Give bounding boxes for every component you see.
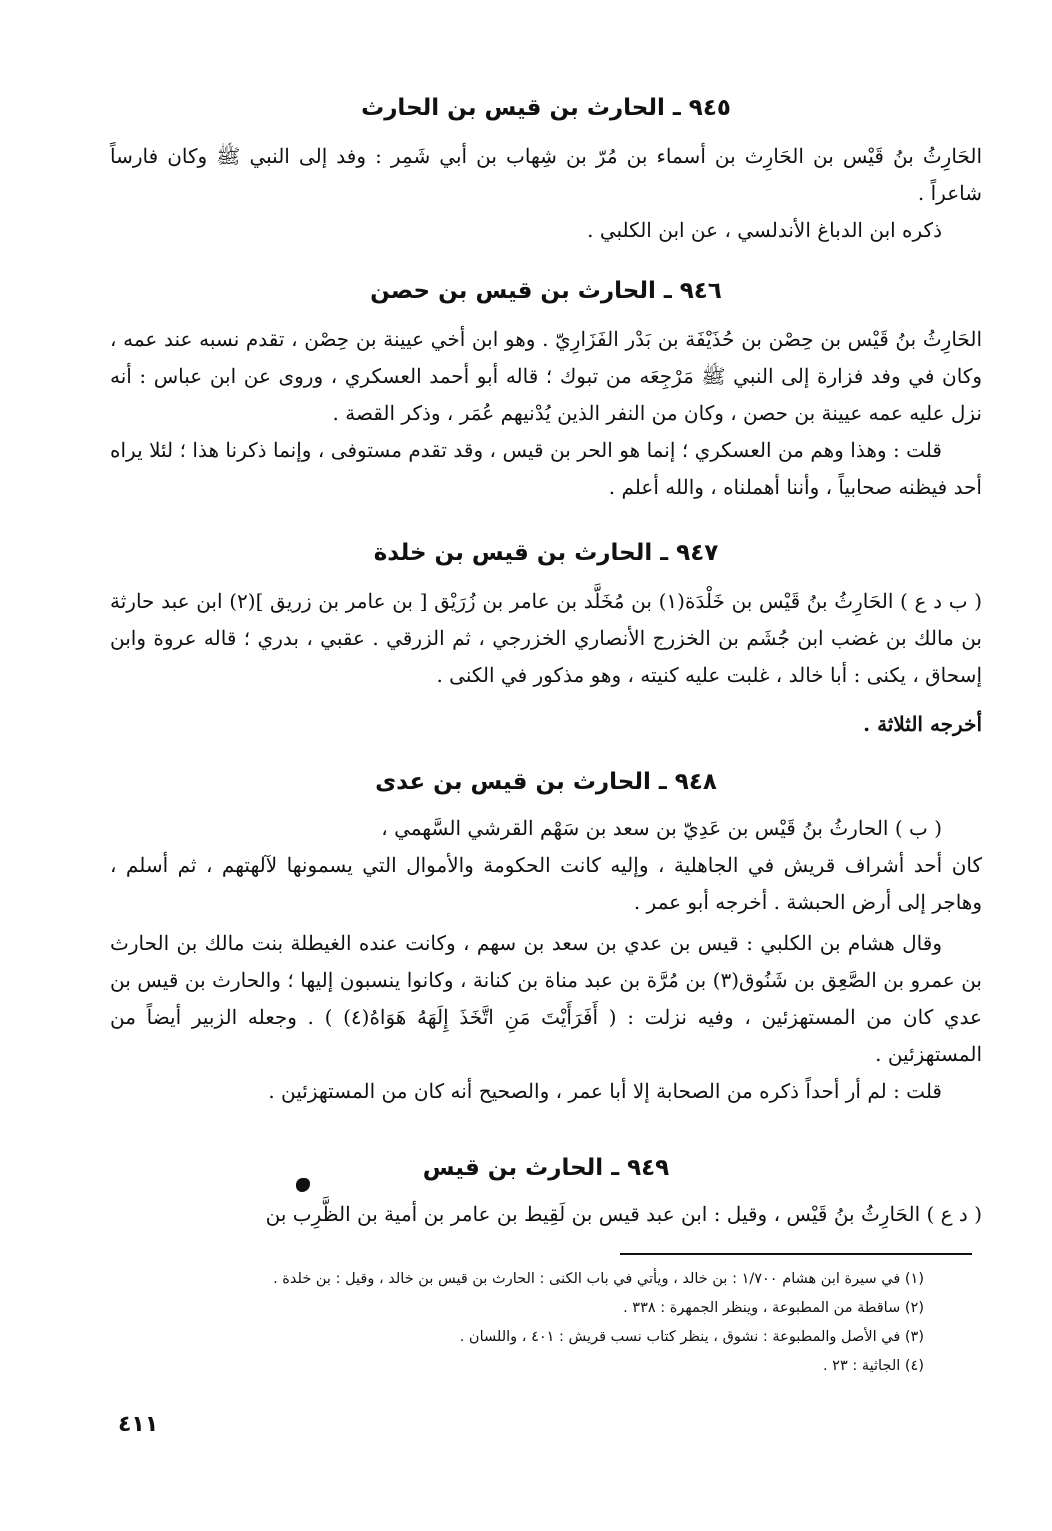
entry-paragraph: وقال هشام بن الكلبي : قيس بن عدي بن سعد بن سهم ، وكانت عنده الغيطلة بنت مالك بن الحارث بن عمرو بن الصَّعِق بن شَنُوق(٣) بن مُرَّة بن عبد مناة بن كنانة ، وكانوا ينسبون إليها ؛ والحارث بن قيس بن عدي كان من المستهزئين ، وفيه نزلت : ( أَفَرَأَيْتَ مَنِ اتَّخَذَ إِلَهَهُ هَوَاهُ(٤) ) . وجعله الزبير أيضاً من المستهزئين . (110, 931, 982, 1066)
footnote-4: (٤) الجاثية : ٢٣ . (822, 1358, 924, 1374)
entry-heading: ٩٤٨ ـ الحارث بن قيس بن عدى (375, 769, 717, 795)
entry-paragraph: قلت : لم أر أحداً ذكره من الصحابة إلا أبا عمر ، والصحيح أنه كان من المستهزئين . (268, 1079, 942, 1103)
entry-paragraph: الحَارِثُ بنُ قَيْس بن الحَارِث بن أسماء بن مُرّ بن شِهاب بن أبي شَمِر : وفد إلى النبي ﷺ وكان فارساً شاعراً . (110, 144, 982, 205)
entry-paragraph: ذكره ابن الدباغ الأندلسي ، عن ابن الكلبي . (587, 218, 942, 242)
footnotes (110, 1265, 924, 1381)
footnote-3: (٣) في الأصل والمطبوعة : نشوق ، ينظر كتاب نسب قريش : ٤٠١ ، واللسان . (459, 1329, 924, 1345)
entry-paragraph: أخرجه الثلاثة . (863, 712, 982, 736)
footnote-rule (620, 1253, 972, 1255)
entry-paragraph: الحَارِثُ بنُ قَيْس بن حِصْن بن حُذَيْفَة بن بَدْر الفَزَارِيّ . وهو ابن أخي عيينة بن حِصْن ، تقدم نسبه عند عمه ، وكان في وفد فزارة إلى النبي ﷺ مَرْجِعَه من تبوك ؛ قاله أبو أحمد العسكري ، وروى عن ابن عباس : أنه نزل عليه عمه عيينة بن حصن ، وكان من النفر الذين يُدْنيهم عُمَر ، وذكر القصة . (110, 327, 982, 425)
page-number: ٤١١ (118, 1412, 159, 1437)
entry-945 (110, 92, 982, 249)
footnote-1: (١) في سيرة ابن هشام ١/٧٠٠ : بن خالد ، ويأتي في باب الكنى : الحارث بن قيس بن خالد ، وقيل : بن خلدة . (273, 1271, 924, 1287)
entry-949 (110, 1152, 982, 1233)
entry-paragraph: قلت : وهذا وهم من العسكري ؛ إنما هو الحر بن قيس ، وقد تقدم مستوفى ، وإنما ذكرنا هذا ؛ لئلا يراه أحد فيظنه صحابياً ، وأننا أهملناه ، والله أعلم . (110, 438, 982, 499)
entry-heading: ٩٤٩ ـ الحارث بن قيس (422, 1155, 670, 1181)
entry-heading: ٩٤٦ ـ الحارث بن قيس بن حصن (370, 278, 722, 304)
footnote-2: (٢) ساقطة من المطبوعة ، وينظر الجمهرة : ٣٣٨ . (623, 1300, 924, 1316)
entry-paragraph: ( ب ) الحارثُ بنُ قَيْس بن عَدِيّ بن سعد بن سَهْم القرشي السَّهمي ، (381, 816, 942, 840)
entry-heading: ٩٤٥ ـ الحارث بن قيس بن الحارث (361, 95, 731, 121)
entry-paragraph: كان أحد أشراف قريش في الجاهلية ، وإليه كانت الحكومة والأموال التي يسمونها لآلهتهم ، ثم أسلم ، وهاجر إلى أرض الحبشة . أخرجه أبو عمر . (110, 853, 982, 914)
entry-paragraph: ( ب د ع ) الحَارِثُ بنُ قَيْس بن خَلْدَة(١) بن مُخَلَّد بن عامر بن زُرَيْق [ بن عامر بن زريق ](٢) ابن عبد حارثة بن مالك بن غضب ابن جُشَم بن الخزرج الأنصاري الخزرجي ، ثم الزرقي . عقبي ، بدري ؛ قاله عروة وابن إسحاق ، يكنى : أبا خالد ، غلبت عليه كنيته ، وهو مذكور في الكنى . (110, 589, 983, 687)
entry-heading: ٩٤٧ ـ الحارث بن قيس بن خلدة (373, 540, 719, 566)
entry-946 (110, 275, 982, 506)
entry-947 (110, 537, 982, 743)
entry-948 (110, 766, 982, 1110)
entry-paragraph: ( د ع ) الحَارِثُ بنُ قَيْس ، وقيل : ابن عبد قيس بن لَقِيط بن عامر بن أمية بن الظَّرِب بن (265, 1202, 982, 1226)
